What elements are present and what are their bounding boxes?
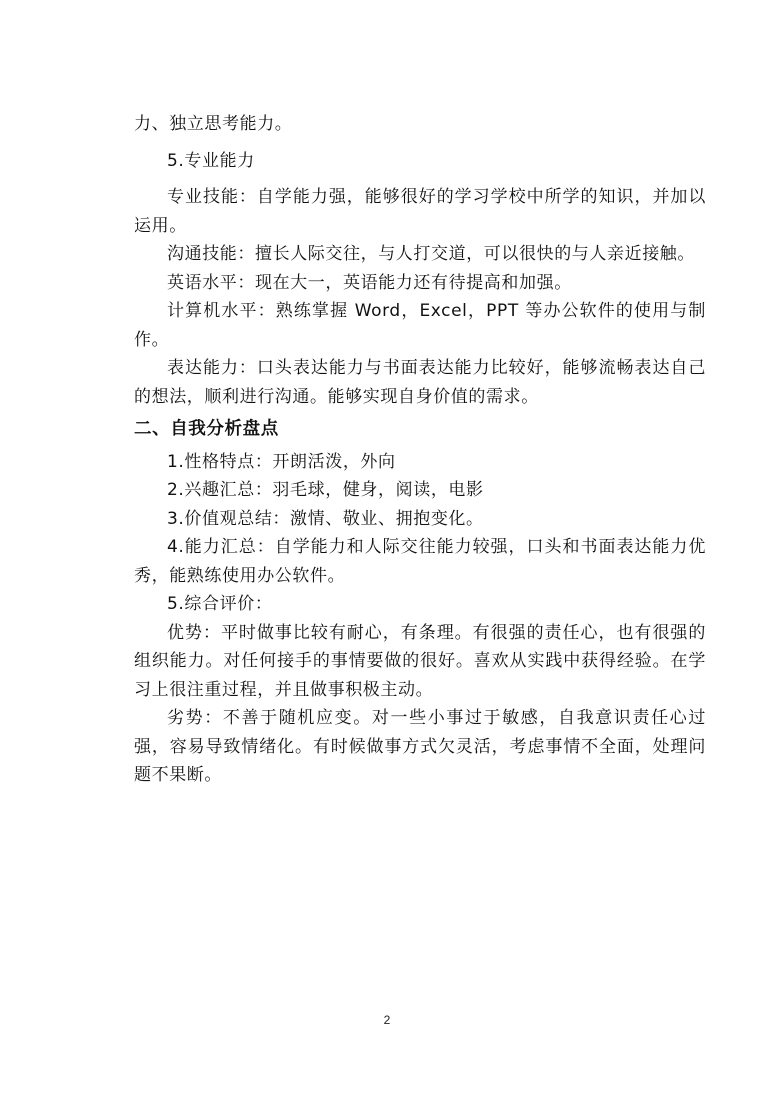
skill-communication: 沟通技能：擅长人际交往，与人打交道，可以很快的与人亲近接触。 [167,244,695,264]
evaluation-heading: 5.综合评价： [167,594,273,614]
section5-heading: 5.专业能力 [167,150,255,171]
analysis-values: 3.价值观总结：激情、敬业、拥抱变化。 [167,508,484,529]
analysis-abilities: 4.能力汇总：自学能力和人际交往能力较强，口头和书面表达能力优秀，能熟练使用办公软件。 [134,537,706,586]
skill-professional: 专业技能：自学能力强，能够很好的学习学校中所学的知识，并加以运用。 [134,187,706,236]
evaluation-strengths: 优势：平时做事比较有耐心，有条理。有很强的责任心，也有很强的组织能力。对任何接手的事情要做的很好。喜欢从实践中获得经验。在学习上很注重过程，并且做事积极主动。 [134,622,706,700]
continuation-text: 力、独立思考能力。 [134,114,293,134]
evaluation-weaknesses: 劣势：不善于随机应变。对一些小事过于敏感，自我意识责任心过强，容易导致情绪化。有时候做事方式欠灵活，考虑事情不全面，处理问题不果断。 [134,708,706,785]
page-content [134,110,706,790]
skill-english: 英语水平：现在大一，英语能力还有待提高和加强。 [167,272,572,293]
skill-expression: 表达能力：口头表达能力与书面表达能力比较好，能够流畅表达自己的想法，顺利进行沟通。能够实现自身价值的需求。 [134,358,706,407]
analysis-personality: 1.性格特点：开朗活泼，外向 [167,451,396,472]
section2-heading: 二、自我分析盘点 [134,419,279,439]
analysis-interests: 2.兴趣汇总：羽毛球，健身，阅读，电影 [167,480,484,500]
page-number: 2 [383,1013,391,1027]
skill-computer: 计算机水平：熟练掌握 Word，Excel，PPT 等办公软件的使用与制作。 [134,301,706,350]
